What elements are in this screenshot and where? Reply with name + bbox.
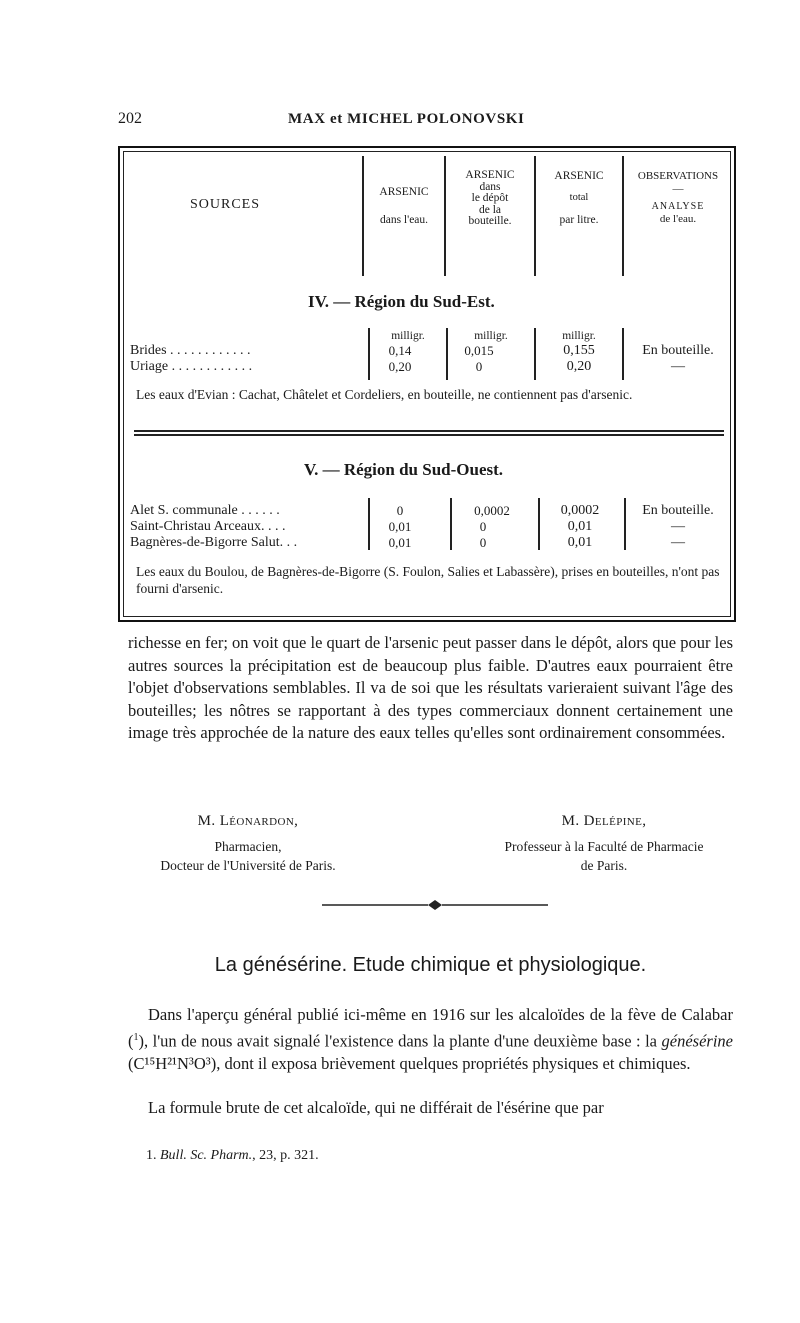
footnote: 1. Bull. Sc. Pharm., 23, p. 321. [146,1148,319,1163]
header-arsenic-eau: ARSENIC dans l'eau. [379,186,429,226]
signature-right: M. Delépine, Professeur à la Faculté de Pharmacie de Paris. [504,813,704,873]
region-5-note: Les eaux du Boulou, de Bagnères-de-Bigorre (S. Foulon, Salies et Labassère), prises en bouteilles, n'ont pas fourni d'arsenic. [136,564,720,596]
signature-left: M. Léonardon, Pharmacien, Docteur de l'Université de Paris. [160,813,336,873]
unit-label: milligr. [391,330,425,342]
unit-label: milligr. [562,330,596,342]
paragraph: Dans l'aperçu général publié ici-même en 1916 sur les alcaloïdes de la fève de Calabar ($^1$), l'un de nous avait signalé l'existence dans la plante d'une deuxième base : la génésérine (C¹⁵H²¹N³O³), dont il exposa brièvement quelques propriétés physiques et chimiques. [128,1005,733,1073]
running-title: MAX et MICHEL POLONOVSKI [288,111,525,127]
header-observations: OBSERVATIONS — ANALYSE de l'eau. [637,170,719,225]
article-title: La génésérine. Etude chimique et physiologique. [214,954,647,976]
section-rule [134,430,724,432]
region-4-note: Les eaux d'Evian : Cachat, Châtelet et Cordeliers, en bouteille, ne contiennent pas d'arsenic. [136,387,633,402]
region-5-title: V. — Région du Sud-Ouest. [304,460,504,479]
separator-ornament [320,898,550,912]
header-arsenic-total: ARSENIC total par litre. [554,170,604,226]
region-4-title: IV. — Région du Sud-Est. [308,292,495,311]
page-number: 202 [118,110,142,127]
section-rule [134,434,724,436]
paragraph: La formule brute de cet alcaloïde, qui ne différait de l'ésérine que par [148,1098,604,1117]
paragraph: richesse en fer; on voit que le quart de l'arsenic peut passer dans le dépôt, alors que pour les autres sources la précipitation est de beaucoup plus faible. D'autres eaux pourraient être l'objet d'observations semblables. Il va de soi que les résultats varieraient suivant l'âge des bouteilles; les nôtres se rapportant à des types commerciaux donnent certainement une image très approchée de la nature des eaux telles qu'elles sont ordinairement consommées. [128,633,733,742]
unit-label: milligr. [474,330,508,342]
col-divider [622,328,624,380]
header-arsenic-depot: ARSENIC dans le dépôt de la bouteille. [465,169,515,227]
header-sources: SOURCES [190,197,261,212]
